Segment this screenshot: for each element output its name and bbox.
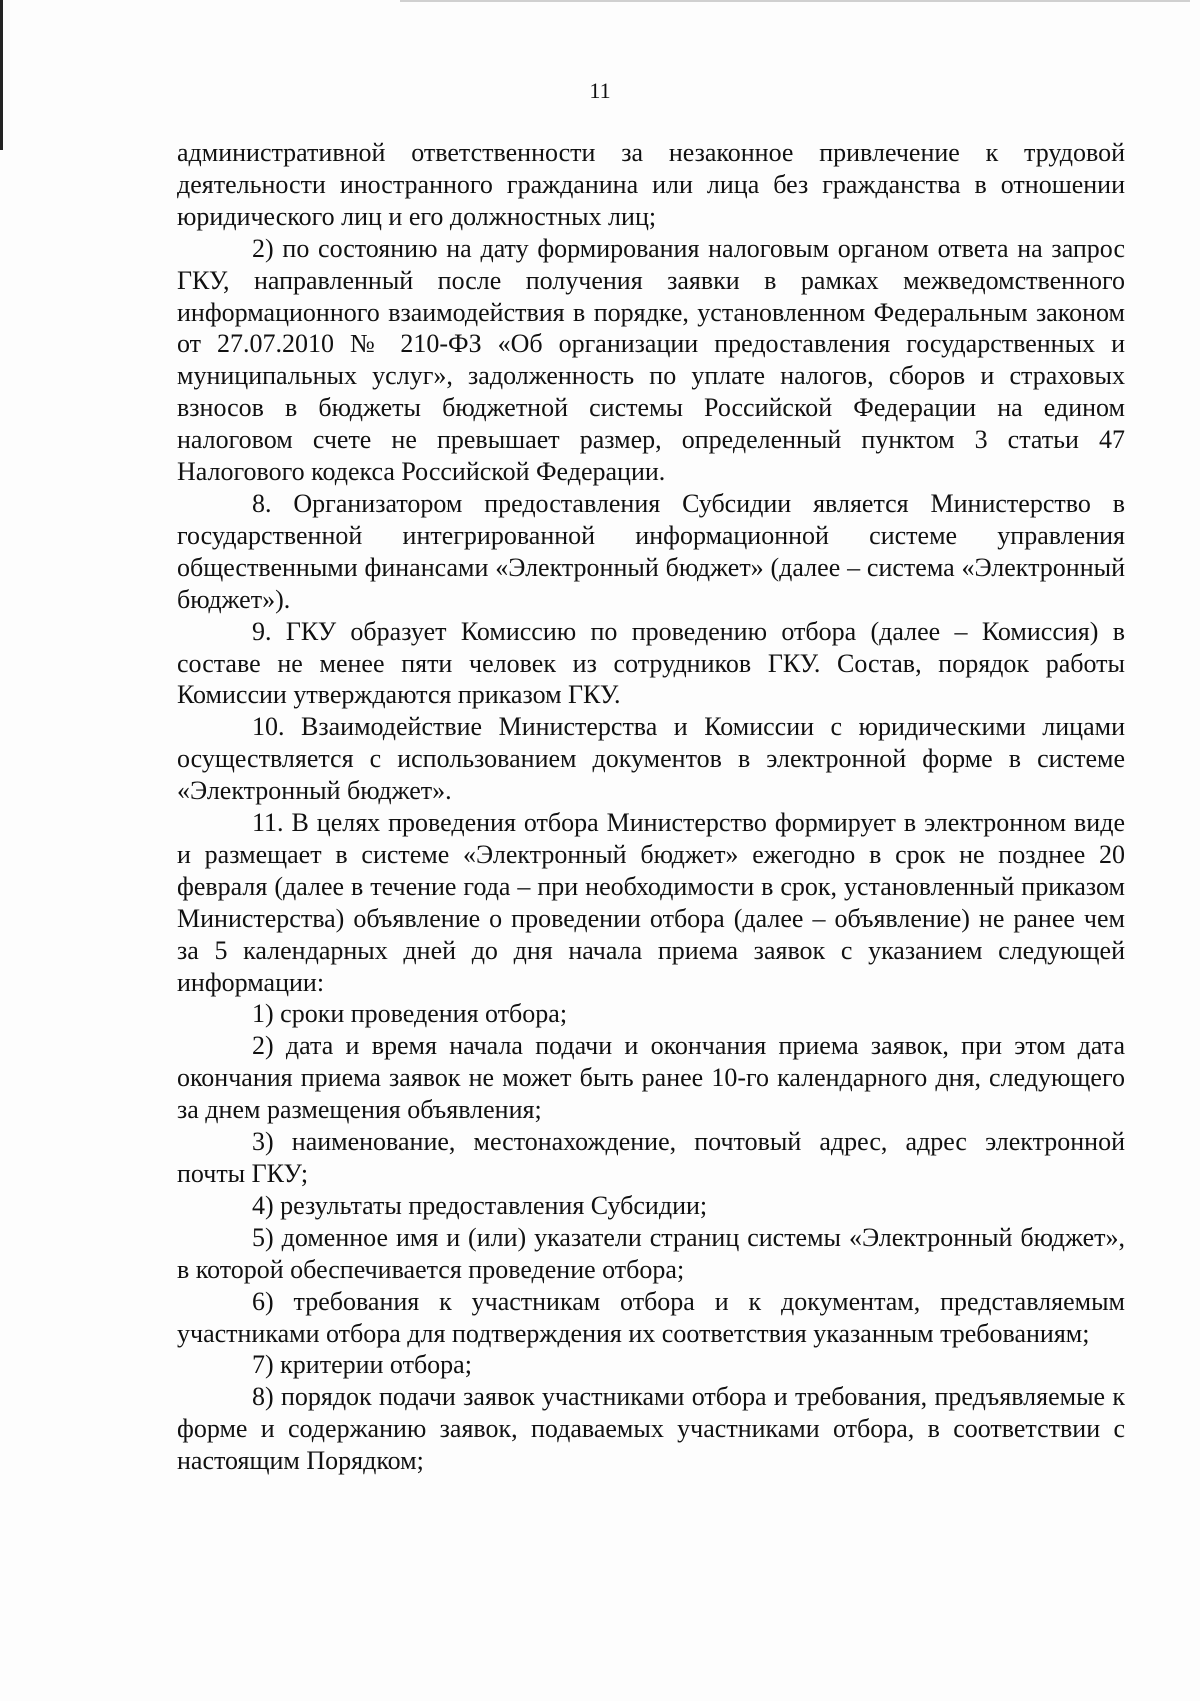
list-item-7: 7) критерии отбора; bbox=[252, 1350, 472, 1380]
list-item-3: 3) наименование, местонахождение, почтовый адрес, адрес электронной почты ГКУ; bbox=[177, 1127, 1125, 1188]
paragraph-clause-11: 11. В целях проведения отбора Министерство формирует в электронном виде и размещает в системе «Электронный бюджет» ежегодно в срок не позднее 20 февраля (далее в течение года – при необходимости в срок, установленный приказом Министерства) объявление о проведении отбора (далее – объявление) не ранее чем за 5 календарных дней до дня начала приема заявок с указанием следующей информации: bbox=[177, 808, 1125, 997]
list-item-2: 2) дата и время начала подачи и окончания приема заявок, при этом дата окончания приема заявок не может быть ранее 10-го календарного дня, следующего за днем размещения объявления; bbox=[177, 1031, 1125, 1125]
list-item-8: 8) порядок подачи заявок участниками отбора и требования, предъявляемые к форме и содержанию заявок, подаваемых участниками отбора, в соответствии с настоящим Порядком; bbox=[177, 1382, 1125, 1476]
list-item-1: 1) сроки проведения отбора; bbox=[252, 999, 568, 1029]
list-item-5: 5) доменное имя и (или) указатели страниц системы «Электронный бюджет», в которой обеспечивается проведение отбора; bbox=[177, 1222, 1125, 1284]
list-item-6: 6) требования к участникам отбора и к документам, представляемым участниками отбора для подтверждения их соответствия указанным требованиям; bbox=[177, 1286, 1125, 1348]
list-item-4: 4) результаты предоставления Субсидии; bbox=[252, 1190, 708, 1220]
paragraph-item-2-tax: 2) по состоянию на дату формирования налоговым органом ответа на запрос ГКУ, направленный после получения заявки в рамках межведомственного информационного взаимодействия в порядке, установленном Федеральным законом от 27.07.2010 № 210-ФЗ «Об организации предоставления государственных и муниципальных услуг», задолженность по уплате налогов, сборов и страховых взносов в бюджеты бюджетной системы Российской Федерации на едином налоговом счете не превышает размер, определенный пунктом 3 статьи 47 Налогового кодекса Российской Федерации. bbox=[177, 233, 1125, 487]
page-number: 11 bbox=[589, 78, 611, 103]
paragraph-clause-10: 10. Взаимодействие Министерства и Комиссии с юридическими лицами осуществляется с использованием документов в электронной форме в системе «Электронный бюджет». bbox=[177, 712, 1125, 806]
paragraph-clause-8: 8. Организатором предоставления Субсидии является Министерство в государственной интегрированной информационной системе управления общественными финансами «Электронный бюджет» (далее – система «Электронный бюджет»). bbox=[177, 488, 1125, 614]
scan-edge-left bbox=[0, 0, 3, 150]
paragraph-clause-9: 9. ГКУ образует Комиссию по проведению отбора (далее – Комиссия) в составе не менее пяти человек из сотрудников ГКУ. Состав, порядок работы Комиссии утверждаются приказом ГКУ. bbox=[177, 616, 1125, 710]
document-body bbox=[177, 137, 1125, 1477]
scan-edge-top bbox=[400, 0, 1190, 2]
paragraph-continuation: административной ответственности за незаконное привлечение к трудовой деятельности иностранного гражданина или лица без гражданства в отношении юридического лиц и его должностных лиц; bbox=[177, 138, 1125, 231]
